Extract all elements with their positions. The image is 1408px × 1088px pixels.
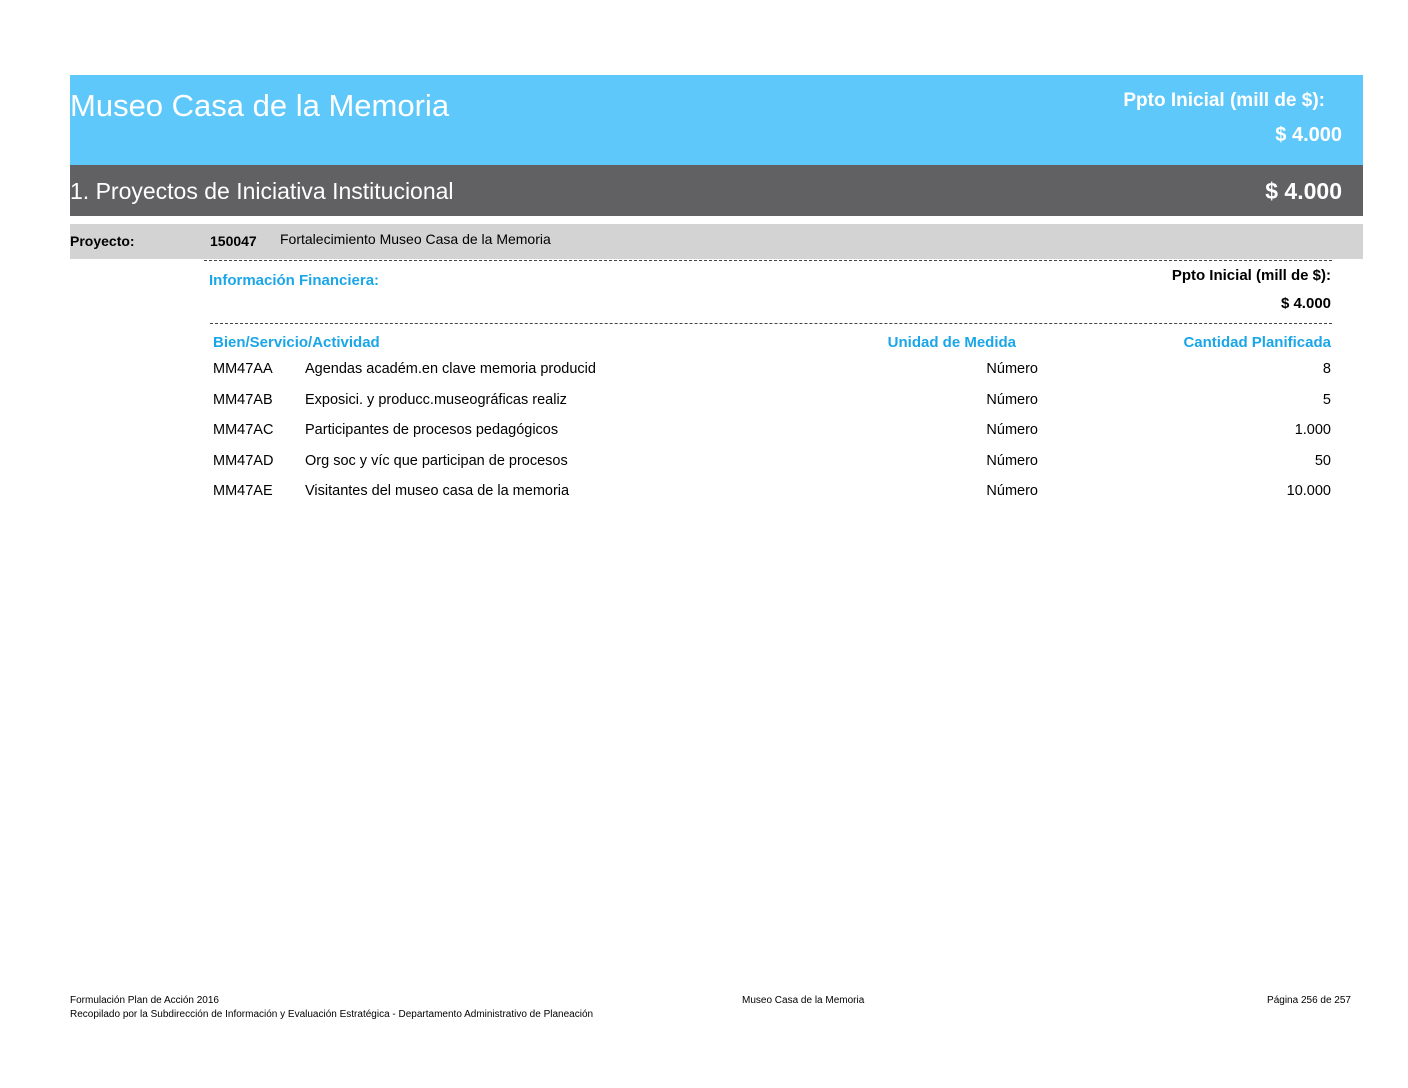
column-header-quantity: Cantidad Planificada xyxy=(1183,334,1331,351)
section-title: 1. Proyectos de Iniciativa Institucional xyxy=(70,178,454,204)
activity-description: Exposici. y producc.museográficas realiz xyxy=(305,391,567,408)
column-header-unit: Unidad de Medida xyxy=(887,334,1016,351)
activity-description: Agendas académ.en clave memoria producid xyxy=(305,361,596,377)
activity-quantity: 50 xyxy=(1314,452,1331,469)
footer-page-number: Página 256 de 257 xyxy=(1267,995,1351,1006)
project-name: Fortalecimiento Museo Casa de la Memoria xyxy=(280,231,551,247)
financial-budget-value: $ 4.000 xyxy=(1280,295,1331,312)
activity-quantity: 10.000 xyxy=(1286,483,1331,499)
activity-quantity: 8 xyxy=(1322,361,1331,377)
table-row xyxy=(213,480,1331,511)
activity-table xyxy=(213,358,1331,511)
activity-unit: Número xyxy=(986,483,1038,499)
header-budget-label: Ppto Inicial (mill de $): xyxy=(1123,90,1325,111)
activity-unit: Número xyxy=(986,361,1038,377)
table-row xyxy=(213,389,1331,420)
footer-plan-title: Formulación Plan de Acción 2016 xyxy=(70,995,219,1006)
table-row xyxy=(213,358,1331,389)
activity-quantity: 1.000 xyxy=(1294,422,1331,438)
project-label: Proyecto: xyxy=(70,233,135,249)
activity-quantity: 5 xyxy=(1322,391,1331,408)
activity-unit: Número xyxy=(986,452,1038,469)
activity-code: MM47AC xyxy=(213,422,274,438)
footer-credits: Recopilado por la Subdirección de Información y Evaluación Estratégica - Departamento Administrativo de Planeación xyxy=(70,1009,594,1020)
header-budget-value: $ 4.000 xyxy=(1275,124,1342,146)
column-header-activity: Bien/Servicio/Actividad xyxy=(213,334,380,351)
financial-budget-label: Ppto Inicial (mill de $): xyxy=(1171,267,1331,284)
activity-description: Visitantes del museo casa de la memoria xyxy=(305,483,570,499)
activity-unit: Número xyxy=(986,391,1038,408)
project-code: 150047 xyxy=(210,233,257,249)
divider xyxy=(204,260,1332,261)
activity-code: MM47AB xyxy=(213,391,273,408)
activity-code: MM47AD xyxy=(213,452,274,469)
project-bar xyxy=(70,224,1363,259)
financial-info-label: Información Financiera: xyxy=(209,272,380,289)
activity-code: MM47AE xyxy=(213,483,273,499)
footer-entity: Museo Casa de la Memoria xyxy=(742,995,865,1006)
section-amount: $ 4.000 xyxy=(1265,178,1342,204)
table-row xyxy=(213,450,1331,481)
activity-unit: Número xyxy=(986,422,1038,438)
page-title: Museo Casa de la Memoria xyxy=(70,88,450,123)
table-row xyxy=(213,419,1331,450)
activity-description: Participantes de procesos pedagógicos xyxy=(305,422,559,438)
activity-code: MM47AA xyxy=(213,361,273,377)
divider xyxy=(210,323,1332,324)
activity-description: Org soc y víc que participan de procesos xyxy=(305,452,568,469)
